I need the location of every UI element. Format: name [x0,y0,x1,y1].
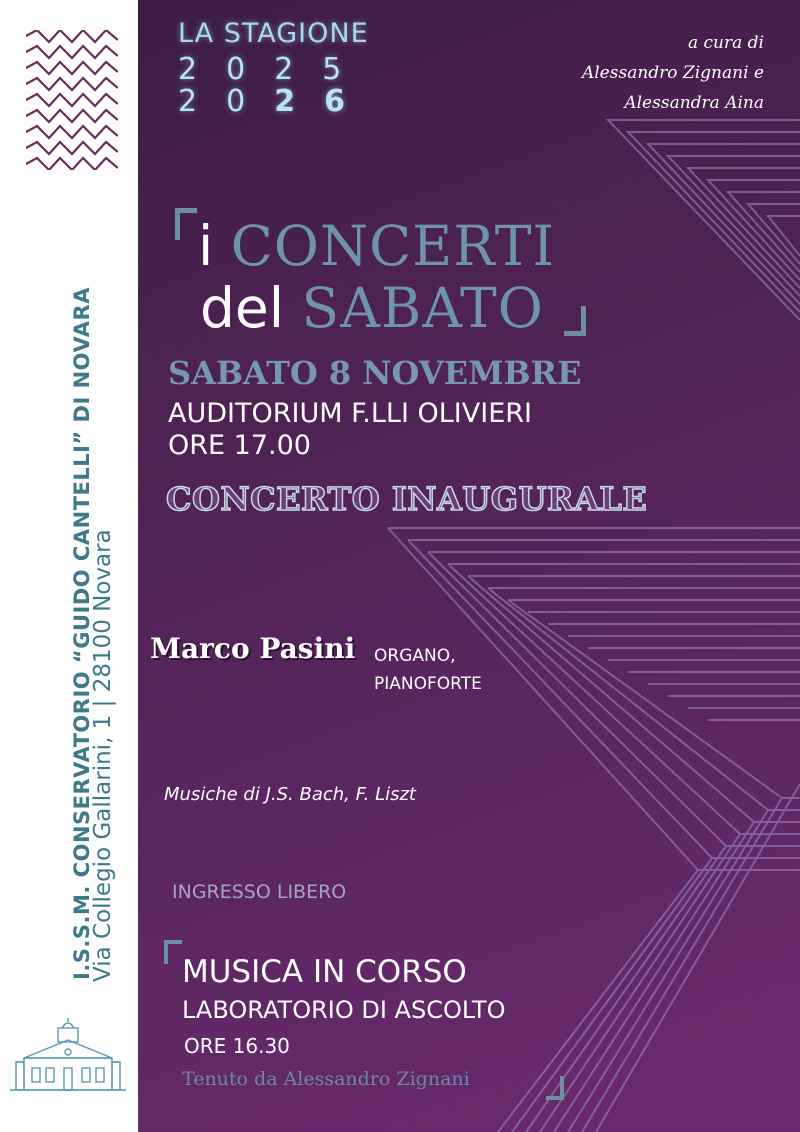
curator-prefix: a cura di [688,33,764,53]
event-time: ORE 17.00 [168,430,311,461]
title-word-sabato: SABATO [301,276,544,340]
workshop-time: ORE 16.30 [184,1034,290,1058]
performer-name: Marco Pasini [150,632,356,665]
program-composers: Musiche di J.S. Bach, F. Liszt [164,784,416,805]
event-date: SABATO 8 NOVEMBRE [168,354,582,392]
event-venue-time [168,398,532,462]
series-title-line-2 [200,278,544,338]
event-name: CONCERTO INAUGURALE [166,480,648,518]
bracket-top-left [175,208,197,240]
season-year-start: 2025 [178,52,371,87]
series-title-line-1 [198,216,555,276]
performer-instruments [374,642,482,698]
season-year-end: 2026 [178,84,374,119]
curator-credit [582,28,764,118]
instrument-2: PIANOFORTE [374,674,482,694]
season-label: LA STAGIONE [178,18,369,49]
admission-note: INGRESSO LIBERO [172,881,347,903]
event-venue: AUDITORIUM F.LLI OLIVIERI [168,398,532,429]
workshop-host: Tenuto da Alessandro Zignani [182,1068,470,1090]
curator-name-1: Alessandro Zignani e [581,63,764,83]
workshop-bracket-bottom-right [546,1076,564,1100]
institution-name: I.S.S.M. CONSERVATORIO “GUIDO CANTELLI” DI NOVARA [70,287,94,980]
workshop-title: MUSICA IN CORSO [182,954,467,990]
workshop-bracket-top-left [164,940,182,964]
title-word-del: del [200,276,285,340]
instrument-1: ORGANO, [374,646,456,666]
poster-main [138,0,800,1132]
sidebar [0,0,138,1132]
title-word-concerti: CONCERTI [230,214,556,278]
workshop-subtitle: LABORATORIO DI ASCOLTO [182,996,506,1024]
institution-address: Via Collegio Gallarini, 1 | 28100 Novara [90,529,116,982]
conservatory-building-icon [10,1018,126,1094]
title-word-i: i [198,214,214,278]
bracket-bottom-right [564,306,586,336]
curator-name-2: Alessandra Aina [624,93,764,113]
